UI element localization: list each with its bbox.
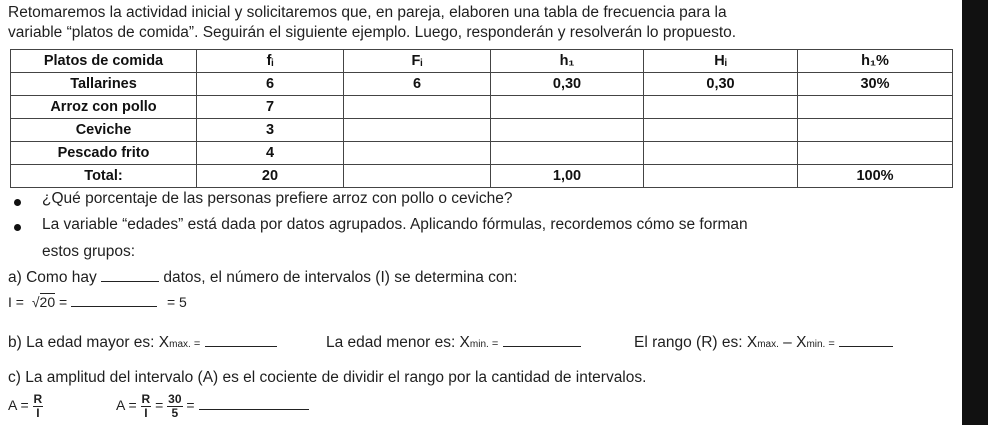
- formula-result: = 5: [166, 294, 187, 310]
- fraction-numerator: R: [33, 392, 43, 406]
- table-cell: 1,00: [491, 165, 644, 188]
- table-cell: 30%: [798, 73, 953, 96]
- table-row: [11, 142, 953, 165]
- table-cell: 100%: [798, 165, 953, 188]
- answer-blank[interactable]: [205, 345, 277, 347]
- item-a-prefix: a) Como hay: [8, 269, 97, 286]
- eq-sign: =: [186, 397, 195, 414]
- edad-mayor-label: b) La edad mayor es: X: [8, 334, 170, 351]
- table-cell: [491, 119, 644, 142]
- frequency-table: [10, 49, 953, 188]
- table-cell: [644, 119, 798, 142]
- item-c-formula-1: [8, 393, 43, 420]
- table-cell: [798, 142, 953, 165]
- eq-sign: =: [155, 397, 164, 414]
- table-cell: [344, 165, 491, 188]
- table-cell: 4: [197, 142, 344, 165]
- table-cell: 0,30: [491, 73, 644, 96]
- table-cell: [644, 96, 798, 119]
- table-total-row: [11, 165, 953, 188]
- table-cell: [344, 119, 491, 142]
- table-cell: 7: [197, 96, 344, 119]
- fraction-r-over-i: [33, 393, 44, 420]
- bullet-dot: [14, 224, 21, 231]
- table-row: [11, 73, 953, 96]
- sqrt-symbol: √: [31, 294, 40, 310]
- a-label: A =: [116, 397, 137, 414]
- table-cell: [798, 96, 953, 119]
- eq-sign: =: [190, 338, 201, 350]
- a-label: A =: [8, 397, 29, 414]
- fraction-denominator: 5: [171, 406, 179, 420]
- intro-line-1: Retomaremos la actividad inicial y solicitaremos que, en pareja, elaboren una tabla de frecuencia para la: [8, 4, 727, 21]
- right-edge-bar: [962, 0, 988, 425]
- table-cell: [344, 142, 491, 165]
- item-a-formula: [8, 294, 187, 310]
- table-cell: [798, 119, 953, 142]
- table-cell: Ceviche: [11, 119, 197, 142]
- table-cell: 6: [197, 73, 344, 96]
- min-subscript: min.: [806, 339, 826, 350]
- table-cell: Tallarines: [11, 73, 197, 96]
- header-fi: fᵢ: [197, 50, 344, 73]
- table-row: [11, 119, 953, 142]
- max-subscript: max.: [757, 339, 779, 350]
- header-Hi: Hᵢ: [644, 50, 798, 73]
- fraction-numerator: R: [141, 392, 151, 406]
- table-row: [11, 96, 953, 119]
- fraction-denominator: I: [144, 406, 148, 420]
- table-cell: [644, 142, 798, 165]
- min-subscript: min.: [469, 339, 489, 350]
- table-cell: 6: [344, 73, 491, 96]
- table-header-row: [11, 50, 953, 73]
- answer-blank[interactable]: [71, 305, 157, 307]
- item-b-rango: [634, 334, 893, 352]
- table-cell: 20: [197, 165, 344, 188]
- eq-sign: =: [488, 338, 499, 350]
- max-subscript: max.: [169, 339, 191, 350]
- answer-blank[interactable]: [199, 408, 309, 410]
- answer-blank[interactable]: [839, 345, 893, 347]
- formula-eq: =: [59, 294, 68, 310]
- answer-blank[interactable]: [101, 280, 159, 282]
- header-h1-percent: h₁%: [798, 50, 953, 73]
- bullet-dot: [14, 199, 21, 206]
- item-a-line: [8, 269, 517, 287]
- fraction-30-over-5: [167, 393, 182, 420]
- fraction-numerator: 30: [168, 392, 182, 406]
- table-cell: [491, 142, 644, 165]
- sqrt-argument: 20: [39, 294, 56, 310]
- edad-menor-label: La edad menor es: X: [326, 334, 470, 351]
- eq-sign: =: [825, 338, 835, 350]
- intro-line-2: variable “platos de comida”. Seguirán el siguiente ejemplo. Luego, responderán y resolverán lo propuesto.: [8, 24, 737, 41]
- header-h1: h₁: [491, 50, 644, 73]
- fraction-denominator: I: [36, 406, 40, 420]
- item-c-text: c) La amplitud del intervalo (A) es el cociente de dividir el rango por la cantidad de intervalos.: [8, 369, 647, 386]
- table-cell: 3: [197, 119, 344, 142]
- table-cell: Pescado frito: [11, 142, 197, 165]
- table-cell: Arroz con pollo: [11, 96, 197, 119]
- header-platos: Platos de comida: [11, 50, 197, 73]
- fraction-r-over-i: [141, 393, 152, 420]
- header-Fi: Fᵢ: [344, 50, 491, 73]
- item-c-formula-2: [116, 393, 309, 420]
- table-cell: Total:: [11, 165, 197, 188]
- item-b-mayor: [8, 334, 277, 352]
- rango-label: El rango (R) es: X: [634, 334, 758, 351]
- item-a-suffix: datos, el número de intervalos (I) se determina con:: [163, 269, 518, 286]
- answer-blank[interactable]: [503, 345, 581, 347]
- table-cell: [344, 96, 491, 119]
- formula-lhs: I =: [8, 294, 24, 310]
- bullet-text-2-line-1: La variable “edades” está dada por datos agrupados. Aplicando fórmulas, recordemos cómo se forman: [42, 216, 748, 233]
- table-cell: 0,30: [644, 73, 798, 96]
- item-b-menor: [326, 334, 581, 352]
- table-cell: [491, 96, 644, 119]
- bullet-question-1: ¿Qué porcentaje de las personas prefiere arroz con pollo o ceviche?: [42, 190, 513, 207]
- table-cell: [644, 165, 798, 188]
- bullet-text-2-line-2: estos grupos:: [42, 243, 136, 260]
- minus-x: – X: [778, 334, 807, 351]
